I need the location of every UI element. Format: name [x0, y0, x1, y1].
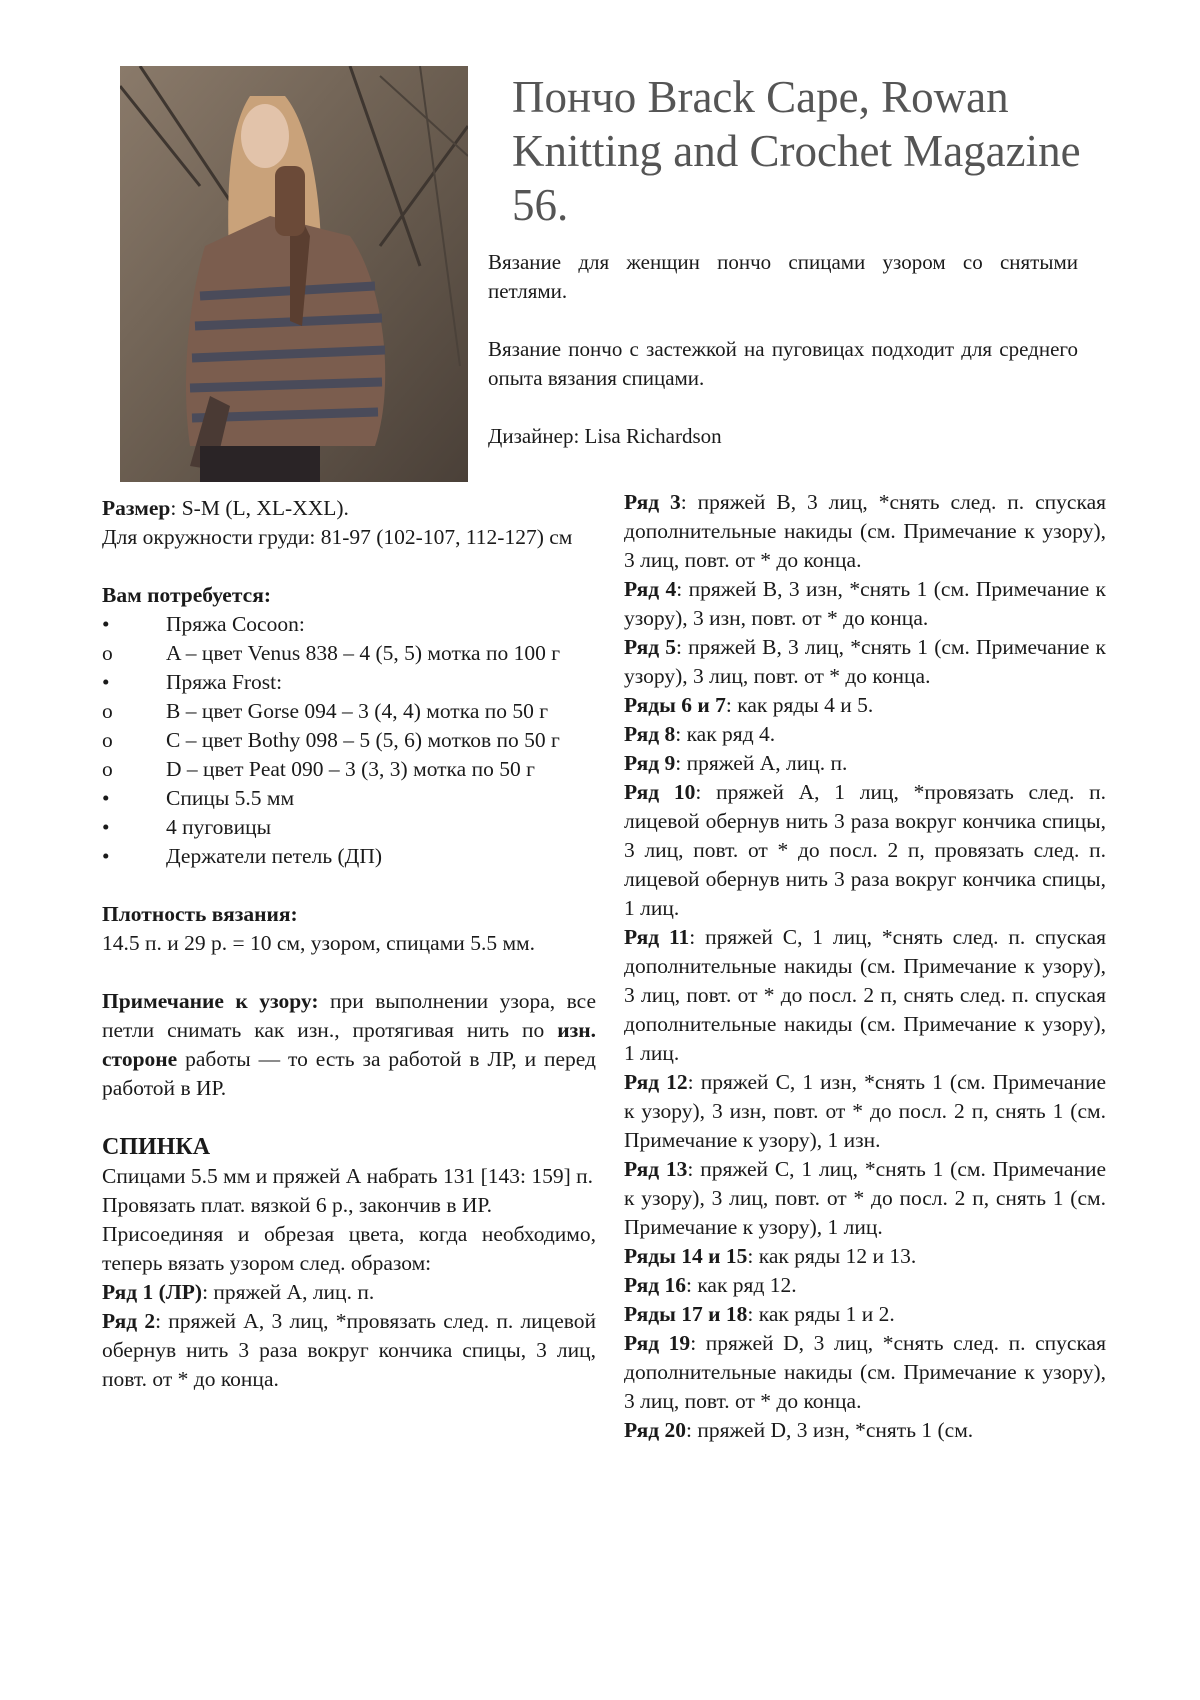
pattern-row: Ряд 10: пряжей А, 1 лиц, *провязать след. п. лицевой обернув нить 3 раза вокруг кончика спицы, 3 лиц, повт. от * до посл. 2 п, провязать след. п. лицевой обернув нить 3 раза вокруг кончика спицы, 1 лиц.: [624, 780, 1106, 920]
size-line: [102, 494, 596, 523]
materials-heading: Вам потребуется:: [102, 583, 272, 607]
list-item: o A – цвет Venus 838 – 4 (5, 5) мотка по 100 г: [102, 639, 596, 668]
bullet-marker: o: [102, 757, 113, 781]
right-column: [624, 488, 1106, 1445]
pattern-row: Ряд 3: пряжей B, 3 лиц, *снять след. п. спуская дополнительные накиды (см. Примечание к узору), 3 лиц, повт. от * до конца.: [624, 490, 1106, 572]
pattern-row: Ряды 6 и 7: как ряды 4 и 5.: [624, 693, 874, 717]
row-label: Ряд 20: [624, 1418, 686, 1442]
bullet-marker: •: [102, 612, 110, 636]
gauge-text: 14.5 п. и 29 р. = 10 см, узором, спицами 5.5 мм.: [102, 931, 536, 955]
pattern-row: Ряд 16: как ряд 12.: [624, 1273, 797, 1297]
row-label: Ряд 16: [624, 1273, 686, 1297]
bullet-marker: •: [102, 786, 110, 810]
materials-list: [102, 610, 596, 871]
back-cast-on: Спицами 5.5 мм и пряжей А набрать 131 [143: 159] п.: [102, 1164, 593, 1188]
row-label: Ряд 3: [624, 490, 681, 514]
photo-illustration: [120, 66, 468, 482]
pattern-row: Ряд 11: пряжей C, 1 лиц, *снять след. п. спуская дополнительные накиды (см. Примечание к узору), 3 лиц, повт. от * до посл. 2 п, снять след. п. спуская дополнительные накиды (см. Примечание к узору), 1 лиц.: [624, 925, 1106, 1065]
back-garter: Провязать плат. вязкой 6 р., закончив в ИР.: [102, 1193, 493, 1217]
intro-description: Вязание для женщин пончо спицами узором со снятыми петлями.: [488, 250, 1078, 303]
pattern-row: Ряд 9: пряжей А, лиц. п.: [624, 751, 848, 775]
page-title: Пончо Brack Cape, Rowan Knitting and Crochet Magazine 56.: [512, 72, 1081, 230]
list-item: o C – цвет Bothy 098 – 5 (5, 6) мотков по 50 г: [102, 726, 596, 755]
intro-difficulty: Вязание пончо с застежкой на пуговицах подходит для среднего опыта вязания спицами.: [488, 337, 1078, 390]
size-value: : S-M (L, XL-XXL).: [170, 496, 349, 520]
pattern-row: Ряды 17 и 18: как ряды 1 и 2.: [624, 1302, 895, 1326]
pattern-row: Ряд 13: пряжей C, 1 лиц, *снять 1 (см. Примечание к узору), 3 лиц, повт. от * до посл. 2 п, снять 1 (см. Примечание к узору), 1 лиц.: [624, 1157, 1106, 1239]
row-label: Ряды 17 и 18: [624, 1302, 748, 1326]
bullet-marker: o: [102, 728, 113, 752]
row-label: Ряд 4: [624, 577, 677, 601]
row-label: Ряд 1 (ЛР): [102, 1280, 203, 1304]
gauge-heading: Плотность вязания:: [102, 902, 298, 926]
bullet-marker: •: [102, 815, 110, 839]
row-label: Ряд 2: [102, 1309, 156, 1333]
row-label: Ряд 5: [624, 635, 677, 659]
pattern-note: Примечание к узору: при выполнении узора, все петли снимать как изн., протягивая нить по изн. стороне работы — то есть за работой в ЛР, и перед работой в ИР.: [102, 989, 596, 1100]
list-item: • Спицы 5.5 мм: [102, 784, 596, 813]
list-item: • Пряжа Frost:: [102, 668, 596, 697]
left-column: [102, 494, 596, 1394]
bullet-marker: o: [102, 641, 113, 665]
section-heading-back: СПИНКА: [102, 1134, 211, 1160]
bust-line: Для окружности груди: 81-97 (102-107, 112-127) см: [102, 525, 573, 549]
row-label: Ряд 11: [624, 925, 690, 949]
pattern-note-label: Примечание к узору:: [102, 989, 319, 1013]
list-item: o B – цвет Gorse 094 – 3 (4, 4) мотка по 50 г: [102, 697, 596, 726]
intro-designer: Дизайнер: Lisa Richardson: [488, 424, 722, 448]
size-label: Размер: [102, 496, 171, 520]
bullet-marker: •: [102, 844, 110, 868]
pattern-row: Ряд 19: пряжей D, 3 лиц, *снять след. п. спуская дополнительные накиды (см. Примечание к узору), 3 лиц, повт. от * до конца.: [624, 1331, 1106, 1413]
list-item: • Пряжа Cocoon:: [102, 610, 596, 639]
pattern-row: Ряд 1 (ЛР): пряжей А, лиц. п.: [102, 1280, 375, 1304]
pattern-row: Ряд 8: как ряд 4.: [624, 722, 776, 746]
back-pattern-intro: Присоединяя и обрезая цвета, когда необходимо, теперь вязать узором след. образом:: [102, 1222, 596, 1275]
row-label: Ряды 14 и 15: [624, 1244, 748, 1268]
row-label: Ряд 9: [624, 751, 676, 775]
row-label: Ряд 8: [624, 722, 676, 746]
pattern-row: Ряд 4: пряжей B, 3 изн, *снять 1 (см. Примечание к узору), 3 изн, повт. от * до конца.: [624, 577, 1107, 630]
bullet-marker: o: [102, 699, 113, 723]
list-item: • 4 пуговицы: [102, 813, 596, 842]
pattern-row: Ряд 2: пряжей А, 3 лиц, *провязать след. п. лицевой обернув нить 3 раза вокруг кончика спицы, 3 лиц, повт. от * до конца.: [102, 1309, 596, 1391]
list-item: o D – цвет Peat 090 – 3 (3, 3) мотка по 50 г: [102, 755, 596, 784]
pattern-row: Ряды 14 и 15: как ряды 12 и 13.: [624, 1244, 917, 1268]
row-label: Ряд 13: [624, 1157, 688, 1181]
row-label: Ряд 12: [624, 1070, 688, 1094]
row-label: Ряд 19: [624, 1331, 691, 1355]
list-item: • Держатели петель (ДП): [102, 842, 596, 871]
bullet-marker: •: [102, 670, 110, 694]
pattern-row: Ряд 5: пряжей B, 3 лиц, *снять 1 (см. Примечание к узору), 3 лиц, повт. от * до конца.: [624, 635, 1106, 688]
row-label: Ряд 10: [624, 780, 696, 804]
intro-block: [488, 248, 1078, 480]
model-photo: [120, 66, 468, 482]
pattern-row: Ряд 12: пряжей C, 1 изн, *снять 1 (см. Примечание к узору), 3 изн, повт. от * до посл. 2 п, снять 1 (см. Примечание к узору), 1 изн.: [624, 1070, 1106, 1152]
pattern-row: Ряд 20: пряжей D, 3 изн, *снять 1 (см.: [624, 1418, 974, 1442]
row-label: Ряды 6 и 7: [624, 693, 726, 717]
